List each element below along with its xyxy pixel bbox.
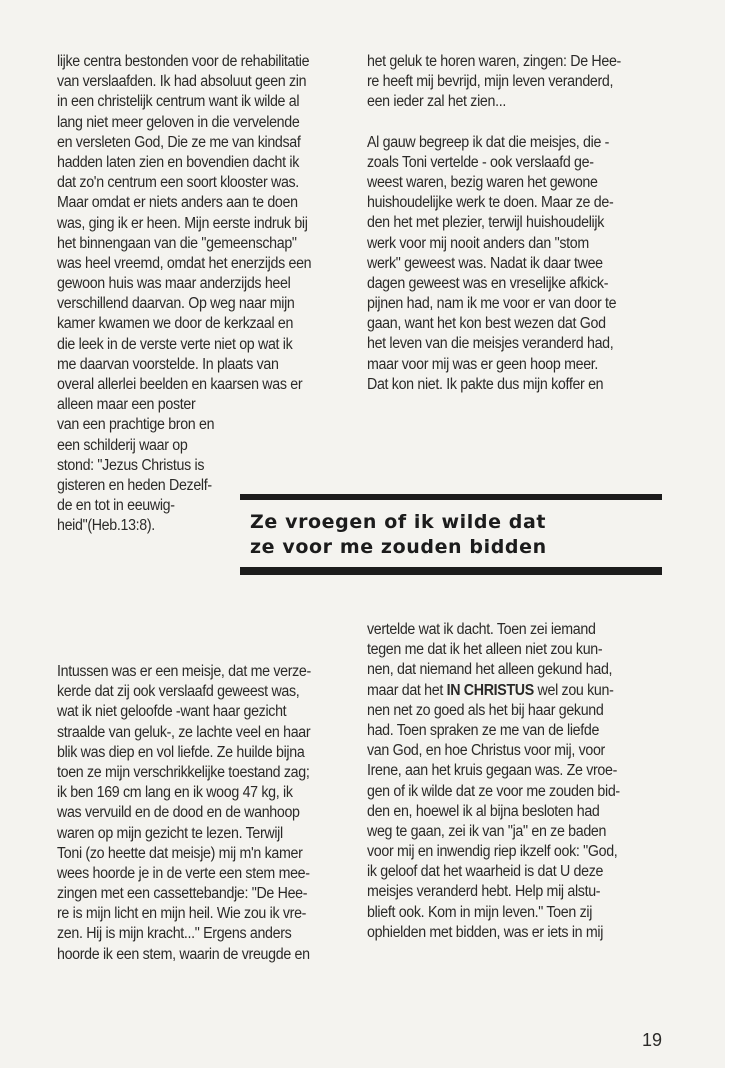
text-line: blieft ook. Kom in mijn leven." Toen zij [367, 903, 593, 921]
text-line: zoals Toni vertelde - ook verslaafd ge- [367, 153, 594, 171]
text-line: Maar omdat er niets anders aan te doen [57, 194, 298, 212]
text-line: Intussen was er een meisje, dat me verze- [57, 663, 311, 680]
text-line: maar voor mij was er geen hoop meer. [367, 355, 599, 373]
text-line: blik was diep en vol liefde. Ze huilde bijna [57, 743, 305, 761]
text-line: werk voor mij nooit anders dan "stom [367, 234, 589, 252]
text-line: het binnengaan van die "gemeenschap" [57, 234, 297, 252]
text-line: toen ze mijn verschrikkelijke toestand zag; [57, 763, 310, 781]
text-line: zen. Hij is mijn kracht..." Ergens anders [57, 925, 292, 943]
text-line: straalde van geluk-, ze lachte veel en haar [57, 723, 311, 741]
text-line: re is mijn licht en mijn heil. Wie zou ik vre- [57, 905, 307, 923]
text-line: alleen maar een poster [57, 396, 196, 414]
column-top-right [367, 52, 621, 395]
text-line: was heel vreemd, omdat het enerzijds een [57, 254, 312, 272]
text-line: huishoudelijke werk te doen. Maar ze de- [367, 194, 614, 212]
text-line: nen, dat niemand het alleen gekund had, [367, 661, 613, 679]
text-line: lang niet meer geloven in die vervelende [57, 113, 300, 131]
text-line: vertelde wat ik dacht. Toen zei iemand [367, 621, 596, 638]
text-line: gisteren en heden Dezelf- [57, 476, 212, 494]
text-line: van een prachtige bron en [57, 416, 215, 434]
text-line: wat ik niet geloofde -want haar gezicht [57, 703, 287, 721]
text-line: hoorde ik een stem, waarin de vreugde en [57, 945, 310, 963]
text-line: gewoon huis was maar anderzijds heel [57, 275, 291, 293]
text-line: van verslaafden. Ik had absoluut geen zin [57, 73, 307, 91]
text-line: tegen me dat ik het alleen niet zou kun- [367, 641, 603, 659]
text-line: wees hoorde je in de verte een stem mee- [57, 864, 310, 882]
emphasis-in-christus: IN CHRISTUS [446, 681, 534, 699]
text-line: werk" geweest was. Nadat ik daar twee [367, 254, 603, 272]
pull-quote-line: Ze vroegen of ik wilde dat [250, 511, 547, 533]
text-line: een schilderij waar op [57, 436, 188, 454]
text-line: had. Toen spraken ze me van de liefde [367, 721, 600, 739]
text-line: in een christelijk centrum want ik wilde al [57, 93, 300, 111]
text-line: kerde dat zij ook verslaafd geweest was, [57, 683, 300, 701]
text-line: lijke centra bestonden voor de rehabilitatie [57, 53, 310, 70]
text-line: Irene, aan het kruis gegaan was. Ze vroe- [367, 762, 617, 780]
text-line: dat zo'n centrum een soort klooster was. [57, 174, 299, 192]
text-line: stond: "Jezus Christus is [57, 456, 205, 474]
page-number: 19 [642, 1030, 663, 1050]
text-line: meisjes veranderd hebt. Help mij alstu- [367, 883, 601, 901]
text-line: den het met plezier, terwijl huishoudelijk [367, 214, 605, 232]
text-line [367, 681, 620, 701]
text-line: re heeft mij bevrijd, mijn leven veranderd, [367, 73, 614, 91]
text-line: waren op mijn gezicht te lezen. Terwijl [57, 824, 283, 842]
text-line: heid"(Heb.13:8). [57, 517, 155, 535]
text-line: kamer kwamen we door de kerkzaal en [57, 315, 294, 333]
text-line: nen net zo goed als het bij haar gekund [367, 701, 604, 719]
pull-quote-line: ze voor me zouden bidden [250, 536, 547, 558]
text-line: die leek in de verste verte niet op wat ik [57, 335, 293, 353]
text-line: ophielden met bidden, was er iets in mij [367, 923, 604, 941]
text-line: gen of ik wilde dat ze voor me zouden bid- [367, 782, 620, 800]
pull-quote-top-rule [240, 494, 662, 500]
text-line: de en tot in eeuwig- [57, 497, 175, 515]
text-line: het leven van die meisjes veranderd had, [367, 335, 614, 353]
text-line: den en, hoewel ik al bijna besloten had [367, 802, 600, 820]
text-line: van God, en hoe Christus voor mij, voor [367, 742, 605, 760]
text-line: voor mij en inwendig riep ikzelf ook: "God, [367, 843, 618, 861]
text-line: en versleten God, Die ze me van kindsaf [57, 133, 301, 151]
text-line: weg te gaan, zei ik van "ja" en ze baden [367, 822, 607, 840]
text-line: was, ging ik er heen. Mijn eerste indruk bij [57, 214, 308, 232]
pull-quote-bottom-rule [240, 567, 662, 575]
text-line: Toni (zo heette dat meisje) mij m'n kamer [57, 844, 303, 862]
text-line: dagen geweest was en vreselijke afkick- [367, 274, 609, 292]
text-line: overal allerlei beelden en kaarsen was er [57, 376, 303, 393]
text-line: Al gauw begreep ik dat die meisjes, die - [367, 133, 610, 151]
text-line: Dat kon niet. Ik pakte dus mijn koffer en [367, 375, 604, 393]
text-line: was vervuild en de dood en de wanhoop [57, 804, 300, 822]
column-bottom-right [367, 620, 620, 943]
paragraph-gap [367, 113, 621, 133]
text-line: me daarvan voorstelde. In plaats van [57, 355, 279, 373]
pull-quote [250, 510, 547, 560]
text-line: hadden laten zien en bovendien dacht ik [57, 153, 300, 171]
text-segment: wel zou kun- [533, 681, 614, 699]
text-line: pijnen had, nam ik me voor er van door te [367, 295, 617, 313]
text-line: zingen met een cassettebandje: "De Hee- [57, 885, 308, 903]
column-bottom-left [57, 662, 311, 965]
text-line: ik ben 169 cm lang en ik woog 47 kg, ik [57, 784, 293, 802]
page-edge [725, 0, 738, 1068]
text-line: weest waren, bezig waren het gewone [367, 173, 598, 191]
text-line: ik geloof dat het waarheid is dat U deze [367, 863, 604, 881]
text-line: gaan, want het kon best wezen dat God [367, 315, 606, 333]
text-line: het geluk te horen waren, zingen: De Hee- [367, 53, 621, 70]
text-line: verschillend daarvan. Op weg naar mijn [57, 295, 295, 313]
text-line: een ieder zal het zien... [367, 93, 506, 111]
column-top-left [57, 52, 311, 537]
text-segment: maar dat het [367, 681, 447, 699]
